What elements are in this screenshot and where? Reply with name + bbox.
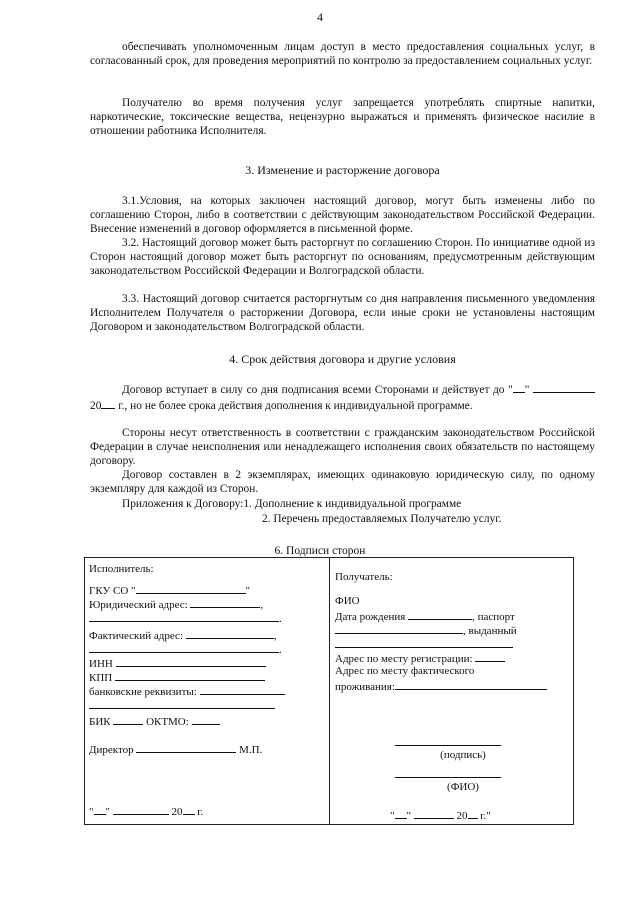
executor-org-quote: " xyxy=(245,585,251,597)
day-blank xyxy=(513,381,525,393)
term-text-start: Договор вступает в силу со дня подписания всеми Сторонами и действует до " xyxy=(122,384,513,396)
signatures-table xyxy=(84,557,574,825)
executor-date-day-blank[interactable] xyxy=(94,803,106,815)
recipient-fact-address-row-2 xyxy=(335,678,571,692)
executor-director-label: Директор xyxy=(89,744,134,756)
recipient-signature-blank[interactable] xyxy=(395,734,501,746)
executor-oktmo-label: ОКТМО: xyxy=(146,716,189,728)
executor-actual-address-row: Фактический адрес: , xyxy=(89,627,325,641)
executor-bik-label: БИК xyxy=(89,716,111,728)
year-blank xyxy=(101,397,115,409)
executor-actual-address-row-2: . xyxy=(89,641,325,655)
executor-column xyxy=(89,562,325,817)
recipient-issued-blank[interactable] xyxy=(335,636,513,648)
recipient-passport-row xyxy=(335,622,571,636)
recipient-column xyxy=(335,562,571,821)
month-blank xyxy=(533,381,595,393)
executor-bank-row xyxy=(89,683,325,697)
executor-date-suffix: г. xyxy=(197,806,204,818)
recipient-date-suffix: г." xyxy=(480,810,491,822)
section-3-paragraph-3: 3.3. Настоящий договор считается расторгнутым со дня направления письменного уведомления Исполнителем Получателя о расторжении Договора, если иные сроки не установлены настоящим Договором и законодательством Волгоградской области. xyxy=(90,293,595,333)
executor-director-signature-blank[interactable] xyxy=(136,741,236,753)
executor-actual-address-label: Фактический адрес: xyxy=(89,630,183,642)
recipient-date-year: 20 xyxy=(456,810,468,822)
term-quote-close: " xyxy=(524,384,530,396)
executor-org-label: ГКУ СО " xyxy=(89,585,136,597)
recipient-fact-address-label: проживания: xyxy=(335,681,395,693)
executor-date-year-blank[interactable] xyxy=(183,803,195,815)
executor-kpp-label: КПП xyxy=(89,672,113,684)
executor-date-year: 20 xyxy=(171,806,183,818)
recipient-reg-address-row xyxy=(335,650,571,664)
recipient-birth-label: Дата рождения xyxy=(335,611,406,623)
recipient-passport-blank[interactable] xyxy=(335,622,463,634)
recipient-date-year-blank[interactable] xyxy=(468,807,478,819)
term-year-prefix: 20 xyxy=(90,400,102,412)
executor-date-quote-close: " xyxy=(105,806,110,818)
page-number: 4 xyxy=(317,10,323,24)
appendix-line-1: Приложения к Договору:1. Дополнение к индивидуальной программе xyxy=(122,498,462,510)
executor-inn-label: ИНН xyxy=(89,658,113,670)
term-text-end: г., но не более срока действия дополнения к индивидуальной программе. xyxy=(118,400,473,412)
executor-legal-address-label: Юридический адрес: xyxy=(89,599,188,611)
executor-title: Исполнитель: xyxy=(89,563,154,575)
recipient-date-quote-close: " xyxy=(406,810,411,822)
executor-inn-blank[interactable] xyxy=(116,655,266,667)
executor-actual-address-blank[interactable] xyxy=(186,627,274,639)
recipient-fio-blank[interactable] xyxy=(395,766,501,778)
section-3-paragraph-1: 3.1.Условия, на которых заключен настоящий договор, могут быть изменены либо по соглашению Сторон, либо в соответствии с действующим законодательством Российской Федерации. Внесение изменений в договор оформляется в письменной форме. xyxy=(90,195,595,235)
recipient-date-quote-open: " xyxy=(390,810,395,822)
recipient-date-month-blank[interactable] xyxy=(414,807,454,819)
recipient-passport-label: , паспорт xyxy=(472,611,515,623)
recipient-issued-row xyxy=(335,636,571,650)
recipient-fact-address-row: Адрес по месту фактического xyxy=(335,665,475,677)
executor-bik-blank[interactable] xyxy=(113,713,143,725)
section-3-heading: 3. Изменение и расторжение договора xyxy=(245,163,440,177)
intro-paragraph-1: обеспечивать уполномоченным лицам доступ в место предоставления социальных услуг, в согласованный срок, для проведения мероприятий по контролю за предоставлением социальных услуг. xyxy=(90,41,595,67)
recipient-signature-caption: (подпись) xyxy=(440,749,486,761)
executor-actual-address-blank-2[interactable] xyxy=(89,641,279,653)
section-3-paragraph-2: 3.2. Настоящий договор может быть расторгнут по соглашению Сторон. По инициативе одной из Сторон настоящий договор может быть расторгнут по основаниям, предусмотренным действующим законодательством Российской Федерации и Волгоградской области. xyxy=(90,237,595,277)
recipient-fio-line xyxy=(335,766,571,780)
executor-org-row xyxy=(89,582,325,596)
executor-date-month-blank[interactable] xyxy=(113,803,169,815)
recipient-reg-address-blank[interactable] xyxy=(475,650,505,662)
recipient-reg-address-label: Адрес по месту регистрации: xyxy=(335,653,473,665)
executor-inn-row xyxy=(89,655,325,669)
section-4-paragraph-3: Договор составлен в 2 экземплярах, имеющих одинаковую юридическую силу, по одному экземпляру для каждой из Сторон. xyxy=(90,469,595,495)
executor-bank-label: банковские реквизиты: xyxy=(89,686,197,698)
recipient-signature-line xyxy=(335,734,571,748)
appendix-line-2: 2. Перечень предоставляемых Получателю услуг. xyxy=(262,513,502,525)
executor-bik-row xyxy=(89,713,325,727)
executor-bank-row-2 xyxy=(89,697,325,711)
recipient-fio: ФИО xyxy=(335,595,360,607)
signatures-divider xyxy=(329,558,330,824)
executor-legal-address-blank-2[interactable] xyxy=(89,610,279,622)
executor-legal-address-row: Юридический адрес: , xyxy=(89,596,325,610)
executor-bank-blank-2[interactable] xyxy=(89,697,275,709)
section-4-paragraph-1 xyxy=(90,381,595,413)
executor-legal-address-row-2: . xyxy=(89,610,325,624)
executor-date-quote-open: " xyxy=(89,806,94,818)
recipient-title: Получатель: xyxy=(335,571,393,583)
executor-oktmo-blank[interactable] xyxy=(192,713,220,725)
executor-org-blank[interactable] xyxy=(136,582,246,594)
recipient-birth-blank[interactable] xyxy=(408,608,472,620)
recipient-birth-row xyxy=(335,608,571,622)
executor-kpp-row xyxy=(89,669,325,683)
intro-paragraph-2: Получателю во время получения услуг запрещается употреблять спиртные напитки, наркотические, токсические вещества, нецензурно выражаться и применять физическое насилие в отношении работника Исполнителя. xyxy=(90,97,595,137)
executor-kpp-blank[interactable] xyxy=(115,669,265,681)
executor-stamp-label: М.П. xyxy=(239,744,263,756)
section-4-paragraph-2: Стороны несут ответственность в соответствии с гражданским законодательством Российской Федерации в случае неисполнения или ненадлежащего исполнения своих обязательств по настоящему договору. xyxy=(90,427,595,467)
recipient-fact-address-blank[interactable] xyxy=(395,678,547,690)
executor-director-row xyxy=(89,741,325,755)
signatures-heading: 6. Подписи сторон xyxy=(274,545,366,557)
executor-date-row xyxy=(89,803,325,817)
recipient-fio-caption: (ФИО) xyxy=(447,781,479,793)
executor-legal-address-blank[interactable] xyxy=(190,596,260,608)
recipient-date-day-blank[interactable] xyxy=(395,807,407,819)
recipient-issued-label: , выданный xyxy=(463,625,517,637)
recipient-date-row xyxy=(335,807,571,821)
executor-bank-blank[interactable] xyxy=(200,683,285,695)
section-4-heading: 4. Срок действия договора и другие условия xyxy=(229,352,456,366)
